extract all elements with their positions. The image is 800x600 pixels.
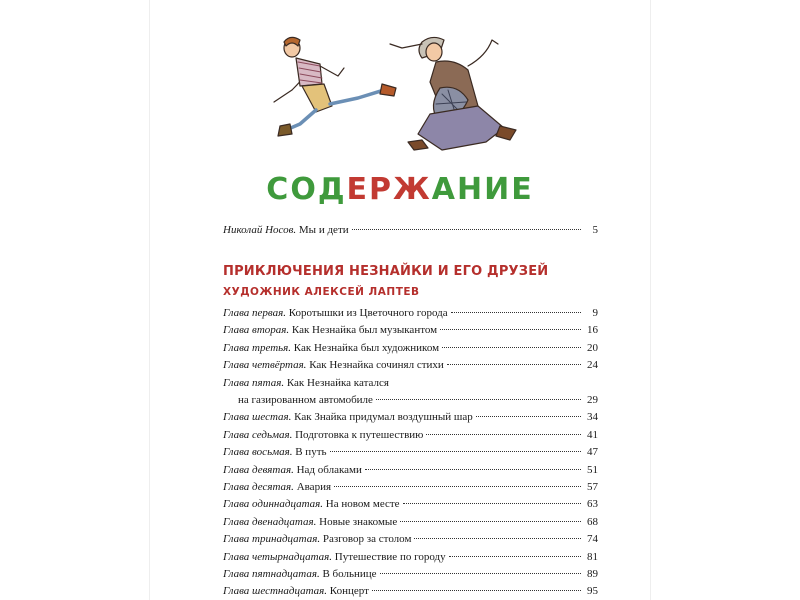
chapter-title: Над облаками [296, 463, 362, 476]
chapter-title-continued: на газированном автомобиле [238, 394, 373, 406]
chase-illustration [272, 30, 518, 154]
chapter-title: Как Незнайка был музыкантом [291, 324, 438, 337]
page-number: 34 [587, 411, 598, 424]
chapter-entry [223, 410, 598, 424]
chapter-lead: Глава десятая. [223, 481, 294, 493]
chapter-lead: Глава восьмая. [223, 446, 293, 459]
old-woman-figure [390, 37, 516, 150]
leader-dots [440, 329, 581, 330]
contents-title [150, 172, 650, 208]
chapter-entry [223, 463, 598, 477]
intro-entry [223, 223, 598, 237]
leader-dots [426, 434, 581, 435]
leader-dots [449, 556, 581, 557]
chapter-lead: Глава одиннадцатая. [223, 498, 324, 511]
chapter-entry [223, 550, 598, 564]
chapter-title: Как Незнайка сочинял стихи [309, 359, 444, 372]
chapter-title: Путешествие по городу [334, 550, 446, 563]
title-letter: О [290, 172, 318, 207]
chapter-title: Концерт [329, 585, 369, 598]
page-number: 63 [587, 498, 598, 511]
chapter-title: На новом месте [325, 498, 400, 511]
chapter-entry [223, 584, 598, 598]
title-letter: Е [511, 172, 534, 207]
leader-dots [400, 521, 581, 522]
title-letter: Н [457, 172, 485, 207]
chapter-lead: Глава третья. [223, 341, 292, 354]
title-letter: А [431, 172, 457, 207]
chapter-entry [223, 480, 598, 494]
chapter-entry [223, 497, 598, 511]
chapter-lead: Глава четырнадцатая. [223, 550, 333, 563]
intro-author: Николай Носов. [223, 224, 297, 236]
section-title: ПРИКЛЮЧЕНИЯ НЕЗНАЙКИ И ЕГО ДРУЗЕЙ [223, 264, 549, 279]
chapter-entry [238, 393, 598, 407]
leader-dots [380, 573, 581, 574]
chapter-entry [223, 341, 598, 355]
page-number: 95 [587, 585, 598, 598]
chapter-lead: Глава девятая. [223, 463, 294, 476]
page-number: 20 [587, 341, 598, 354]
chapter-entry [223, 445, 598, 459]
leader-dots [447, 364, 581, 365]
leader-dots [403, 503, 581, 504]
leader-dots [372, 590, 581, 591]
chapter-lead: Глава шестая. [223, 411, 292, 424]
chapter-lead: Глава пятнадцатая. [223, 568, 320, 580]
chapter-title: Коротышки из Цветочного города [288, 307, 448, 319]
chapter-entry [223, 515, 598, 529]
chapter-title: В больнице [322, 568, 377, 580]
chapter-lead: Глава первая. [223, 307, 286, 319]
leader-dots [376, 399, 581, 400]
leader-dots [334, 486, 581, 487]
leader-dots [414, 538, 581, 539]
page-number: 24 [587, 359, 598, 372]
chapter-title: Авария [296, 481, 332, 493]
title-letter: Д [317, 172, 347, 207]
title-letter: С [266, 172, 291, 207]
page-number: 57 [587, 481, 598, 493]
page-number: 41 [587, 428, 598, 441]
leader-dots [330, 451, 581, 452]
chapter-title: Как Знайка придумал воздушный шар [294, 411, 473, 424]
title-letter: И [484, 172, 512, 207]
chapter-lead: Глава четвёртая. [223, 359, 307, 372]
leader-dots [365, 469, 581, 470]
leader-dots [352, 229, 581, 230]
chapter-title: Разговор за столом [322, 533, 412, 546]
section-subtitle: ХУДОЖНИК АЛЕКСЕЙ ЛАПТЕВ [223, 286, 420, 298]
running-boy-figure [274, 37, 396, 136]
page-number: 68 [587, 515, 598, 528]
chapter-title: В путь [295, 446, 327, 459]
page-number: 89 [587, 568, 598, 580]
title-letter: Е [346, 172, 370, 207]
page-number: 51 [587, 463, 598, 476]
page-number: 74 [587, 533, 598, 546]
chapter-title: Как Незнайка катался [284, 376, 389, 389]
chapter-title: Как Незнайка был художником [293, 341, 440, 354]
page-number: 81 [587, 550, 598, 563]
chapter-title: Подготовка к путешествию [295, 428, 424, 441]
chapter-lead: Глава тринадцатая. [223, 533, 321, 546]
title-letter: Р [369, 172, 394, 207]
chapter-entry [223, 567, 598, 581]
chapter-lead: Глава двенадцатая. [223, 515, 317, 528]
chapter-entry-first-line [223, 376, 598, 390]
chapter-lead: Глава пятая. [223, 376, 285, 389]
page-number: 47 [587, 446, 598, 459]
page-number: 16 [587, 324, 598, 337]
chapter-title: Новые знакомые [319, 515, 398, 528]
title-letter: Ж [393, 172, 432, 207]
chapter-entry [223, 358, 598, 372]
chapter-entry [223, 306, 598, 320]
leader-dots [451, 312, 581, 313]
book-page [150, 0, 650, 600]
chapter-entry [223, 532, 598, 546]
page-number: 5 [592, 224, 598, 236]
chapter-lead: Глава седьмая. [223, 428, 293, 441]
leader-dots [476, 416, 581, 417]
page-number: 29 [587, 394, 598, 406]
page-number: 9 [592, 307, 598, 319]
chapter-entry [223, 428, 598, 442]
intro-text: Мы и дети [298, 224, 349, 236]
chapter-entry [223, 323, 598, 337]
chapter-lead: Глава шестнадцатая. [223, 585, 328, 598]
chapter-lead: Глава вторая. [223, 324, 290, 337]
leader-dots [442, 347, 581, 348]
